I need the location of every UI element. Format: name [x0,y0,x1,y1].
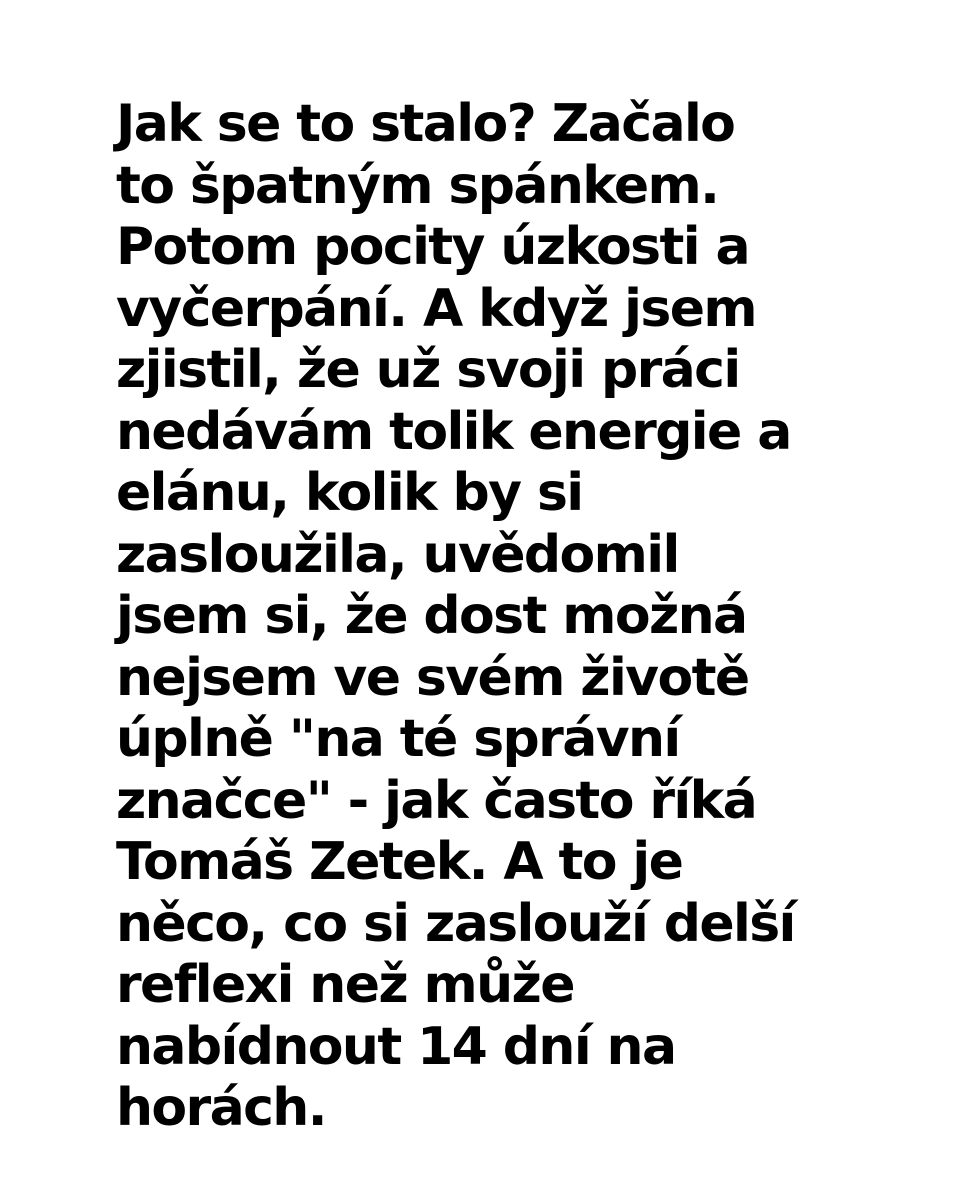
text-line: jsem si, že dost možná [116,586,747,646]
text-line: Tomáš Zetek. A to je [116,832,683,892]
text-line: horách. [116,1078,326,1138]
text-line: zasloužila, uvědomil [116,524,679,585]
text-line: zjistil, že už svoji práci [116,340,740,400]
text-line: značce" - jak často říká [116,770,757,831]
text-line: něco, co si zaslouží delší [116,893,795,954]
quote-text [116,94,876,1140]
text-line: vyčerpání. A když jsem [116,278,756,339]
text-line: to špatným spánkem. [116,155,719,216]
text-line: nabídnout 14 dní na [116,1016,676,1077]
text-line: Jak se to stalo? Začalo [116,94,735,154]
text-line: nejsem ve svém životě [116,647,749,708]
text-line: reflexi než může [116,955,574,1015]
text-line: Potom pocity úzkosti a [116,217,749,277]
text-line: úplně "na té správní [116,709,680,769]
text-line: elánu, kolik by si [116,463,583,523]
text-line: nedávám tolik energie a [116,401,791,462]
